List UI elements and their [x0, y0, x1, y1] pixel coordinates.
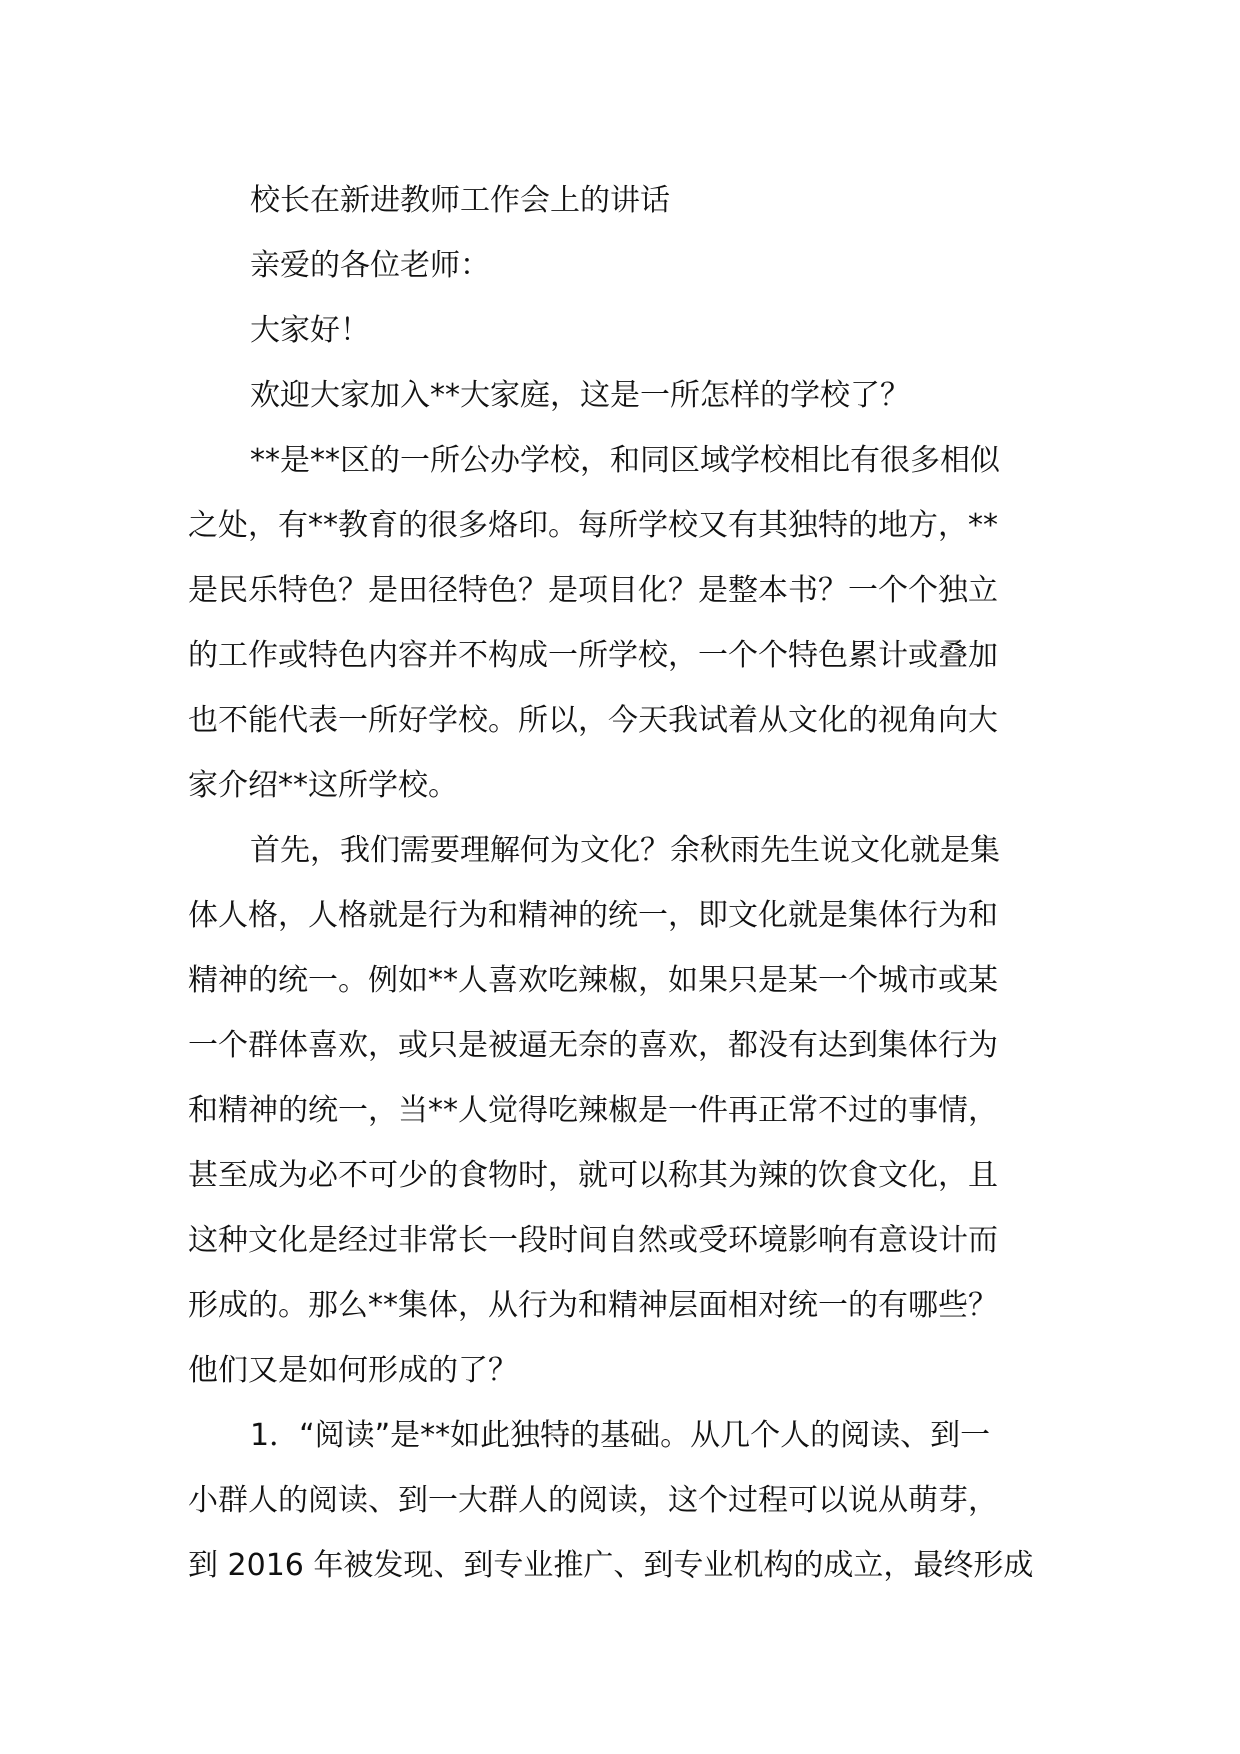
paragraph-line: 和精神的统一，当**人觉得吃辣椒是一件再正常不过的事情， [188, 1093, 998, 1128]
paragraph-line: 小群人的阅读、到一大群人的阅读，这个过程可以说从萌芽， [188, 1483, 998, 1518]
paragraph-line: 他们又是如何形成的了？ [188, 1353, 518, 1388]
paragraph-line: 甚至成为必不可少的食物时，就可以称其为辣的饮食文化，且 [188, 1158, 998, 1193]
paragraph-2 [188, 428, 1056, 818]
paragraph-line: 一个群体喜欢，或只是被逼无奈的喜欢，都没有达到集体行为 [188, 1028, 998, 1063]
document-body [188, 168, 1056, 1598]
paragraph-line: 欢迎大家加入**大家庭，这是一所怎样的学校了？ [250, 378, 910, 413]
paragraph-line: 之处，有**教育的很多烙印。每所学校又有其独特的地方，** [188, 508, 998, 543]
paragraph-line: 的工作或特色内容并不构成一所学校，一个个特色累计或叠加 [188, 638, 998, 673]
paragraph-line: 到 2016 年被发现、到专业推广、到专业机构的成立，最终形成 [188, 1548, 1034, 1583]
paragraph-line: 是民乐特色？是田径特色？是项目化？是整本书？一个个独立 [188, 573, 998, 608]
greeting: 大家好！ [250, 313, 370, 348]
paragraph-line: 形成的。那么**集体，从行为和精神层面相对统一的有哪些？ [188, 1288, 998, 1323]
paragraph-line: 也不能代表一所好学校。所以，今天我试着从文化的视角向大 [188, 703, 998, 738]
paragraph-line: 家介绍**这所学校。 [188, 768, 458, 803]
paragraph-line: 体人格，人格就是行为和精神的统一，即文化就是集体行为和 [188, 898, 998, 933]
paragraph-line: 精神的统一。例如**人喜欢吃辣椒，如果只是某一个城市或某 [188, 963, 998, 998]
paragraph-line: 首先，我们需要理解何为文化？余秋雨先生说文化就是集 [250, 833, 1000, 868]
paragraph-line: 这种文化是经过非常长一段时间自然或受环境影响有意设计而 [188, 1223, 998, 1258]
paragraph-line: 1．“阅读”是**如此独特的基础。从几个人的阅读、到一 [250, 1418, 991, 1453]
paragraph-4 [188, 1403, 1056, 1598]
paragraph-3 [188, 818, 1056, 1403]
paragraph-line: **是**区的一所公办学校，和同区域学校相比有很多相似 [250, 443, 1000, 478]
document-title: 校长在新进教师工作会上的讲话 [250, 183, 670, 218]
paragraph-1 [188, 363, 1056, 428]
salutation: 亲爱的各位老师： [250, 248, 490, 283]
